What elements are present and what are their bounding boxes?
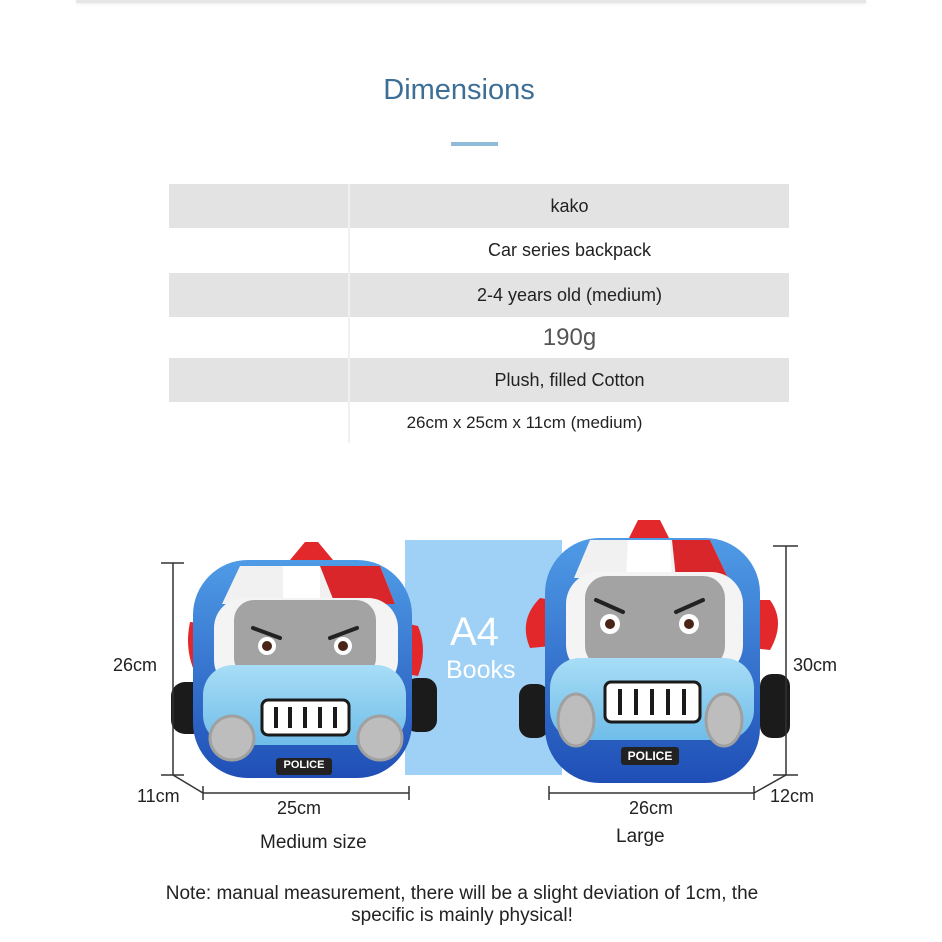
a4-books-label: Books — [446, 656, 516, 684]
large-police-badge: POLICE — [627, 749, 673, 763]
spec-value-age: 2-4 years old (medium) — [476, 285, 663, 305]
medium-depth-label: 11cm — [137, 786, 180, 806]
spec-value-brand: kako — [550, 196, 589, 216]
medium-height-label: 26cm — [113, 655, 158, 675]
medium-backpack — [171, 542, 437, 778]
large-depth-label: 12cm — [770, 786, 815, 806]
spec-value-size: 26cm x 25cm x 11cm (medium) — [406, 413, 643, 432]
a4-label: A4 — [450, 610, 499, 654]
page-title: Dimensions — [383, 74, 535, 106]
large-backpack — [519, 520, 790, 783]
large-size-caption: Large — [616, 826, 665, 847]
medium-police-badge: POLICE — [283, 759, 325, 771]
spec-value-material: Plush, filled Cotton — [494, 370, 645, 390]
spec-value-weight: 190g — [542, 324, 597, 351]
large-width-label: 26cm — [629, 798, 674, 818]
measurement-note: Note: manual measurement, there will be a slight deviation of 1cm, the specific is mainly physical! — [165, 883, 759, 926]
medium-size-caption: Medium size — [260, 832, 367, 853]
large-height-label: 30cm — [793, 655, 838, 675]
medium-width-label: 25cm — [277, 798, 322, 818]
spec-value-type: Car series backpack — [487, 240, 652, 260]
